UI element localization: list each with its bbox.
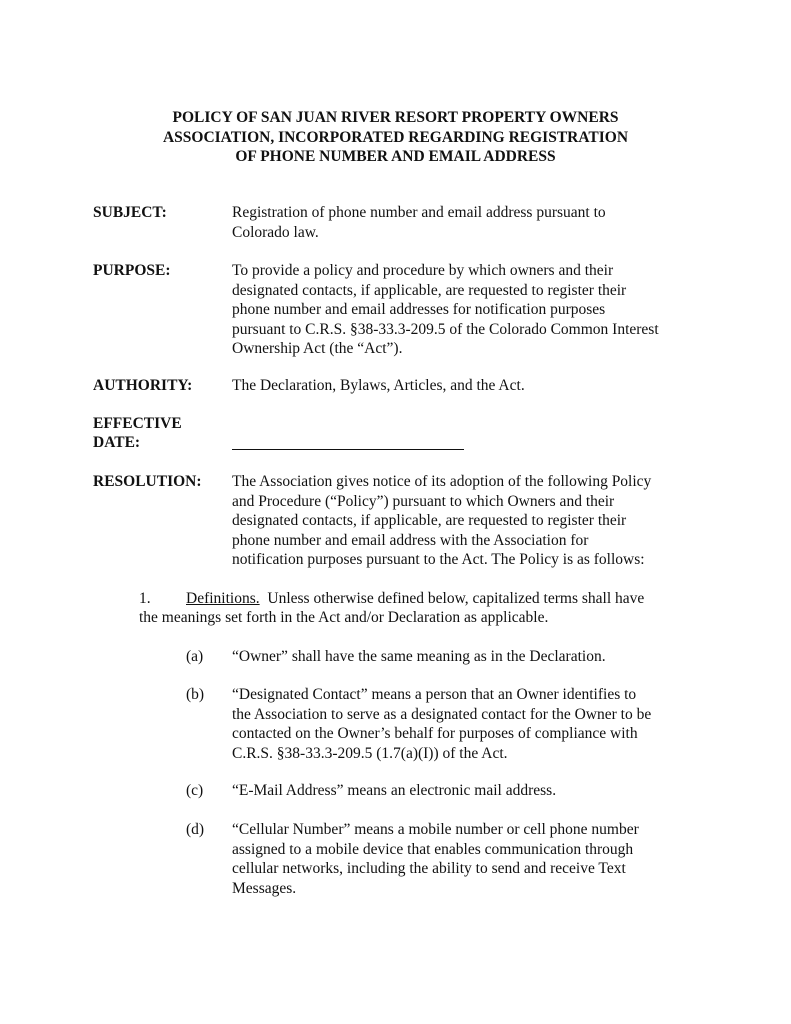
effective-label-line-2: DATE: [93, 434, 141, 451]
subject-line: Colorado law. [232, 223, 319, 241]
resolution-text [232, 472, 712, 570]
item-text [232, 820, 639, 898]
subject-text [232, 203, 712, 242]
definitions-intro-continued: the meanings set forth in the Act and/or Declaration as applicable. [139, 609, 549, 626]
purpose-line: phone number and email addresses for notification purposes [232, 301, 606, 318]
title-line-3: OF PHONE NUMBER AND EMAIL ADDRESS [235, 148, 556, 165]
purpose-label: PURPOSE: [93, 262, 171, 279]
purpose-text [232, 261, 712, 359]
resolution-line: and Procedure (“Policy”) pursuant to which Owners and their [232, 492, 615, 510]
item-line: contacted on the Owner’s behalf for purposes of compliance with [232, 725, 638, 742]
effective-label-line-1: EFFECTIVE [93, 415, 182, 432]
resolution-line: phone number and email address with the Association for [232, 531, 589, 549]
item-line: the Association to serve as a designated contact for the Owner to be [232, 705, 652, 723]
purpose-line: To provide a policy and procedure by which owners and their [232, 262, 614, 279]
item-text [232, 685, 651, 763]
subject-label: SUBJECT: [93, 204, 167, 221]
document-title [0, 108, 791, 167]
item-line: “Designated Contact” means a person that an Owner identifies to [232, 686, 637, 703]
resolution-line: designated contacts, if applicable, are requested to register their [232, 512, 627, 529]
item-line: “Owner” shall have the same meaning as in the Declaration. [232, 648, 606, 665]
authority-text: The Declaration, Bylaws, Articles, and the Act. [232, 377, 525, 394]
definitions-heading: Definitions. [186, 590, 260, 607]
resolution-line: notification purposes pursuant to the Act. The Policy is as follows: [232, 551, 645, 568]
subject-line: Registration of phone number and email address pursuant to [232, 204, 606, 221]
item-text [232, 781, 556, 801]
item-letter: (b) [186, 686, 205, 703]
item-letter: (c) [186, 782, 204, 799]
item-line: assigned to a mobile device that enables communication through [232, 840, 634, 858]
effective-date-blank [232, 449, 464, 450]
title-line-1: POLICY OF SAN JUAN RIVER RESORT PROPERTY OWNERS [172, 109, 619, 126]
definitions-intro: Unless otherwise defined below, capitalized terms shall have [259, 590, 645, 607]
item-line: Messages. [232, 879, 297, 897]
item-letter: (a) [186, 648, 204, 665]
item-letter: (d) [186, 821, 205, 838]
item-line: “E-Mail Address” means an electronic mail address. [232, 782, 557, 799]
purpose-line: designated contacts, if applicable, are requested to register their [232, 281, 627, 299]
authority-label: AUTHORITY: [93, 377, 193, 394]
item-line: C.R.S. §38-33.3-209.5 (1.7(a)(I)) of the Act. [232, 744, 508, 762]
definitions-first-line [186, 589, 644, 609]
item-line: cellular networks, including the ability to send and receive Text [232, 860, 626, 877]
purpose-line: pursuant to C.R.S. §38-33.3-209.5 of the Colorado Common Interest [232, 320, 659, 338]
section-number: 1. [139, 590, 151, 607]
purpose-line: Ownership Act (the “Act”). [232, 340, 403, 357]
item-line: “Cellular Number” means a mobile number or cell phone number [232, 821, 639, 838]
resolution-label: RESOLUTION: [93, 473, 202, 490]
resolution-line: The Association gives notice of its adoption of the following Policy [232, 473, 652, 490]
title-line-2: ASSOCIATION, INCORPORATED REGARDING REGISTRATION [162, 128, 629, 146]
item-text [232, 647, 606, 667]
